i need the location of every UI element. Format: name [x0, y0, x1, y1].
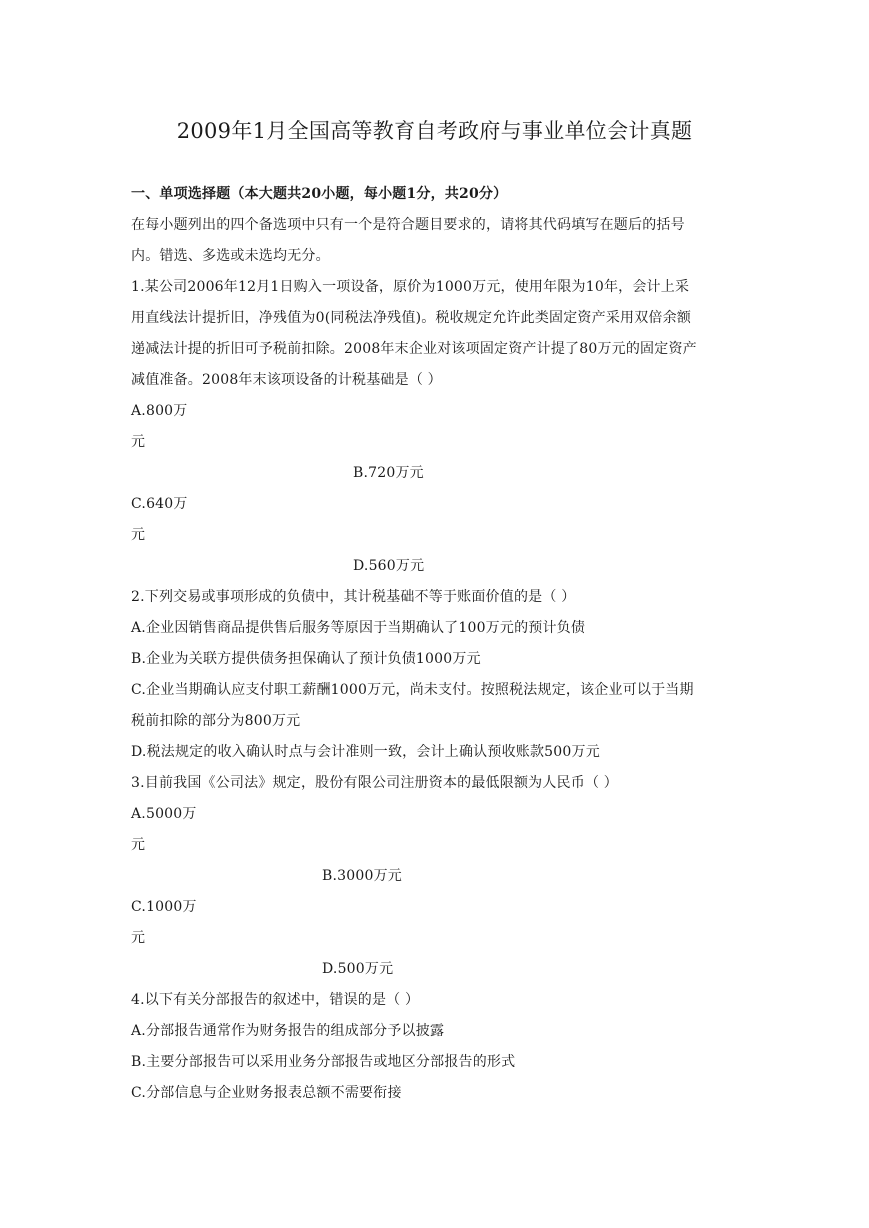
instructions-line-2: 内。错选、多选或未选均无分。: [131, 248, 330, 264]
question-2-option-a: A.企业因销售商品提供售后服务等原因于当期确认了100万元的预计负债: [131, 620, 586, 636]
question-3-option-a-cont: 元: [131, 837, 146, 853]
question-1-stem-line-4: 减值准备。2008年末该项设备的计税基础是（ ）: [131, 372, 442, 388]
question-1-option-a-cont: 元: [131, 434, 146, 450]
question-1-option-d: D.560万元: [353, 558, 425, 574]
question-3-option-b: B.3000万元: [322, 868, 402, 884]
question-4-option-b: B.主要分部报告可以采用业务分部报告或地区分部报告的形式: [131, 1054, 516, 1070]
question-2-option-b: B.企业为关联方提供债务担保确认了预计负债1000万元: [131, 651, 481, 667]
document-title: 2009年1月全国高等教育自考政府与事业单位会计真题: [176, 119, 693, 143]
question-1-option-c: C.640万: [131, 496, 188, 512]
question-3-option-d: D.500万元: [322, 961, 394, 977]
question-2-stem: 2.下列交易或事项形成的负债中，其计税基础不等于账面价值的是（ ）: [131, 589, 576, 605]
question-1-option-b: B.720万元: [353, 465, 424, 481]
question-1-option-a: A.800万: [131, 403, 188, 419]
question-4-option-a: A.分部报告通常作为财务报告的组成部分予以披露: [131, 1023, 445, 1039]
question-4-option-c: C.分部信息与企业财务报表总额不需要衔接: [131, 1085, 402, 1101]
question-1-stem-line-3: 递减法计提的折旧可予税前扣除。2008年末企业对该项固定资产计提了80万元的固定资产: [131, 341, 697, 357]
question-1-stem-line-2: 用直线法计提折旧，净残值为0(同税法净残值)。税收规定允许此类固定资产采用双倍余额: [131, 310, 692, 326]
question-2-option-d: D.税法规定的收入确认时点与会计准则一致，会计上确认预收账款500万元: [131, 744, 600, 760]
instructions-line-1: 在每小题列出的四个备选项中只有一个是符合题目要求的，请将其代码填写在题后的括号: [131, 217, 685, 233]
question-2-option-c-cont: 税前扣除的部分为800万元: [131, 713, 301, 729]
question-3-option-c: C.1000万: [131, 899, 197, 915]
question-3-stem: 3.目前我国《公司法》规定，股份有限公司注册资本的最低限额为人民币（ ）: [131, 775, 619, 791]
question-1-stem-line-1: 1.某公司2006年12月1日购入一项设备，原价为1000万元，使用年限为10年，会计上采: [131, 279, 690, 295]
section-heading: 一、单项选择题（本大题共20小题，每小题1分，共20分）: [131, 186, 508, 202]
question-4-stem: 4.以下有关分部报告的叙述中，错误的是（ ）: [131, 992, 420, 1008]
question-2-option-c: C.企业当期确认应支付职工薪酬1000万元，尚未支付。按照税法规定，该企业可以于当期: [131, 682, 694, 698]
question-3-option-c-cont: 元: [131, 930, 146, 946]
question-1-option-c-cont: 元: [131, 527, 146, 543]
question-3-option-a: A.5000万: [131, 806, 197, 822]
